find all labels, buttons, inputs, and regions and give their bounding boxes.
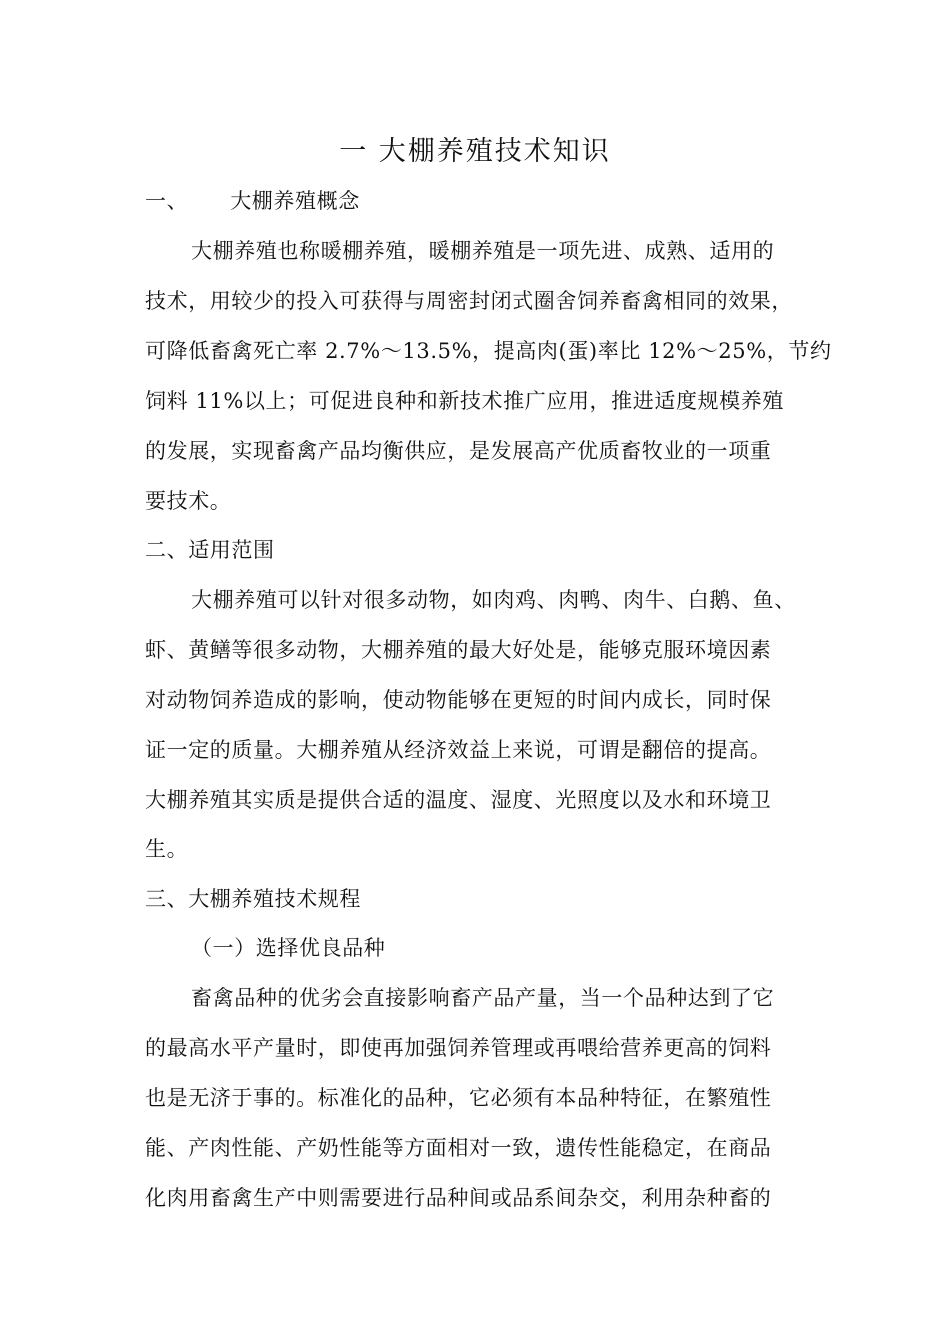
section-title: 大棚养殖概念: [230, 189, 360, 213]
paragraph-line: 对动物饲养造成的影响，使动物能够在更短的时间内成长，同时保: [145, 688, 772, 712]
subsection-heading: （一）选择优良品种: [191, 936, 386, 960]
paragraph-line: 也是无济于事的。标准化的品种，它必须有本品种特征，在繁殖性: [145, 1086, 772, 1110]
paragraph-line: 的发展，实现畜禽产品均衡供应，是发展高产优质畜牧业的一项重: [145, 439, 772, 463]
paragraph-line: 证一定的质量。大棚养殖从经济效益上来说，可谓是翻倍的提高。: [145, 738, 772, 762]
paragraph-line: 生。: [145, 837, 189, 861]
paragraph-line: 大棚养殖其实质是提供合适的温度、湿度、光照度以及水和环境卫: [145, 788, 772, 812]
paragraph-line: 技术，用较少的投入可获得与周密封闭式圈舍饲养畜禽相同的效果，: [145, 289, 793, 313]
paragraph-line: 可降低畜禽死亡率 2.7%～13.5%，提高肉(蛋)率比 12%～25%，节约: [145, 339, 832, 363]
section-heading-2: 二、适用范围: [145, 538, 275, 562]
paragraph-line: 大棚养殖可以针对很多动物，如肉鸡、肉鸭、肉牛、白鹅、鱼、: [191, 588, 796, 612]
section-heading-3: 三、大棚养殖技术规程: [145, 887, 361, 911]
paragraph-line: 大棚养殖也称暖棚养殖，暖棚养殖是一项先进、成熟、适用的: [191, 239, 775, 263]
paragraph-line: 饲料 11%以上；可促进良种和新技术推广应用，推进适度规模养殖: [145, 389, 784, 413]
paragraph-line: 虾、黄鳝等很多动物，大棚养殖的最大好处是，能够克服环境因素: [145, 638, 772, 662]
paragraph-line: 要技术。: [145, 489, 232, 513]
page-title: 一 大棚养殖技术知识: [339, 136, 611, 167]
paragraph-line: 化肉用畜禽生产中则需要进行品种间或品系间杂交，利用杂种畜的: [145, 1186, 772, 1210]
paragraph-line: 能、产肉性能、产奶性能等方面相对一致，遗传性能稳定，在商品: [145, 1136, 772, 1160]
section-number: 一、: [145, 189, 189, 213]
paragraph-line: 的最高水平产量时，即使再加强饲养管理或再喂给营养更高的饲料: [145, 1036, 772, 1060]
paragraph-line: 畜禽品种的优劣会直接影响畜产品产量，当一个品种达到了它: [191, 986, 775, 1010]
section-heading-1: [145, 186, 360, 216]
